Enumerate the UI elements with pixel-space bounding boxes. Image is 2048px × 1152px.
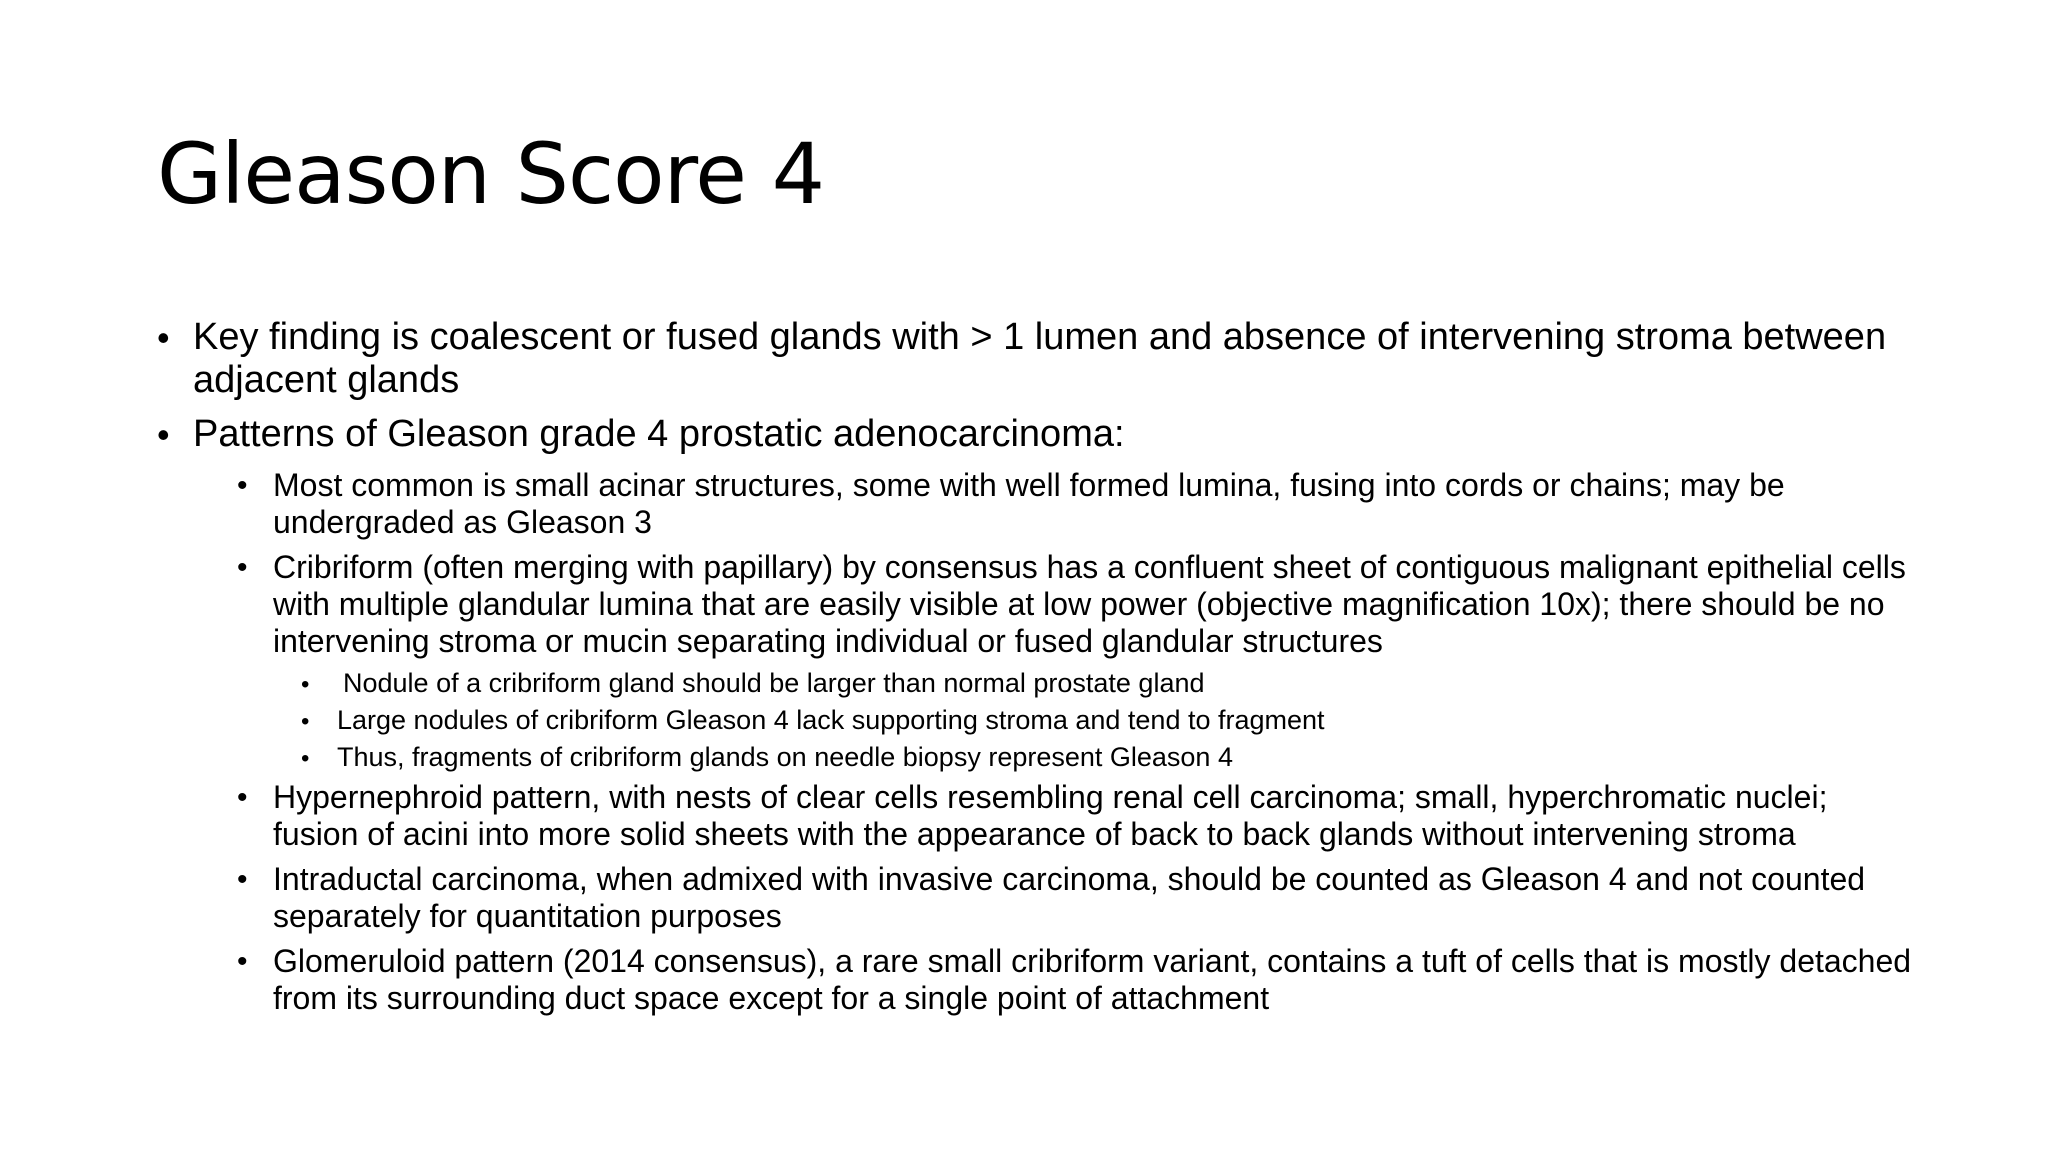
pattern-cribriform xyxy=(237,549,1917,660)
detail-text: Nodule of a cribriform gland should be larger than normal prostate gland xyxy=(343,668,1205,698)
cribriform-detail-large-nodules xyxy=(301,705,1917,736)
bullet-key-finding xyxy=(157,316,1917,402)
pattern-glomeruloid xyxy=(237,943,1917,1017)
bullet-marker: • xyxy=(157,414,170,455)
bullet-marker: • xyxy=(301,671,310,698)
slide-body xyxy=(157,316,1917,1025)
bullet-marker: • xyxy=(237,469,248,502)
cribriform-detail-nodule xyxy=(301,668,1917,699)
pattern-text: Glomeruloid pattern (2014 consensus), a rare small cribriform variant, contains a tuft of cells that is mostly detached from its surrounding duct space except for a single point of attachment xyxy=(273,943,1912,1016)
detail-text: Thus, fragments of cribriform glands on needle biopsy represent Gleason 4 xyxy=(337,742,1233,772)
pattern-text: Most common is small acinar structures, some with well formed lumina, fusing into cords or chains; may be undergraded as Gleason 3 xyxy=(273,467,1785,540)
bullet-marker: • xyxy=(301,708,310,735)
bullet-marker: • xyxy=(237,551,248,584)
bullet-marker: • xyxy=(157,317,170,358)
bullet-patterns-heading xyxy=(157,413,1917,456)
pattern-text: Hypernephroid pattern, with nests of clear cells resembling renal cell carcinoma; small, hyperchromatic nuclei; fusion of acini into more solid sheets with the appearance of back to back glands without intervening stroma xyxy=(273,779,1828,852)
pattern-hypernephroid xyxy=(237,779,1917,853)
pattern-text: Cribriform (often merging with papillary) by consensus has a confluent sheet of contiguous malignant epithelial cells with multiple glandular lumina that are easily visible at low power (objective magnification 10x); there should be no intervening stroma or mucin separating individual or fused glandular structures xyxy=(273,549,1906,659)
bullet-marker: • xyxy=(237,945,248,978)
pattern-text: Intraductal carcinoma, when admixed with invasive carcinoma, should be counted as Gleason 4 and not counted separately for quantitation purposes xyxy=(273,861,1866,934)
pattern-small-acinar xyxy=(237,467,1917,541)
pattern-intraductal xyxy=(237,861,1917,935)
bullet-marker: • xyxy=(237,781,248,814)
bullet-text: Key finding is coalescent or fused glands with > 1 lumen and absence of intervening stroma between adjacent glands xyxy=(193,316,1887,401)
cribriform-detail-fragments xyxy=(301,742,1917,773)
detail-text: Large nodules of cribriform Gleason 4 lack supporting stroma and tend to fragment xyxy=(337,705,1325,735)
bullet-text: Patterns of Gleason grade 4 prostatic adenocarcinoma: xyxy=(193,413,1125,455)
slide-title: Gleason Score 4 xyxy=(157,125,825,223)
bullet-marker: • xyxy=(301,745,310,772)
bullet-marker: • xyxy=(237,863,248,896)
